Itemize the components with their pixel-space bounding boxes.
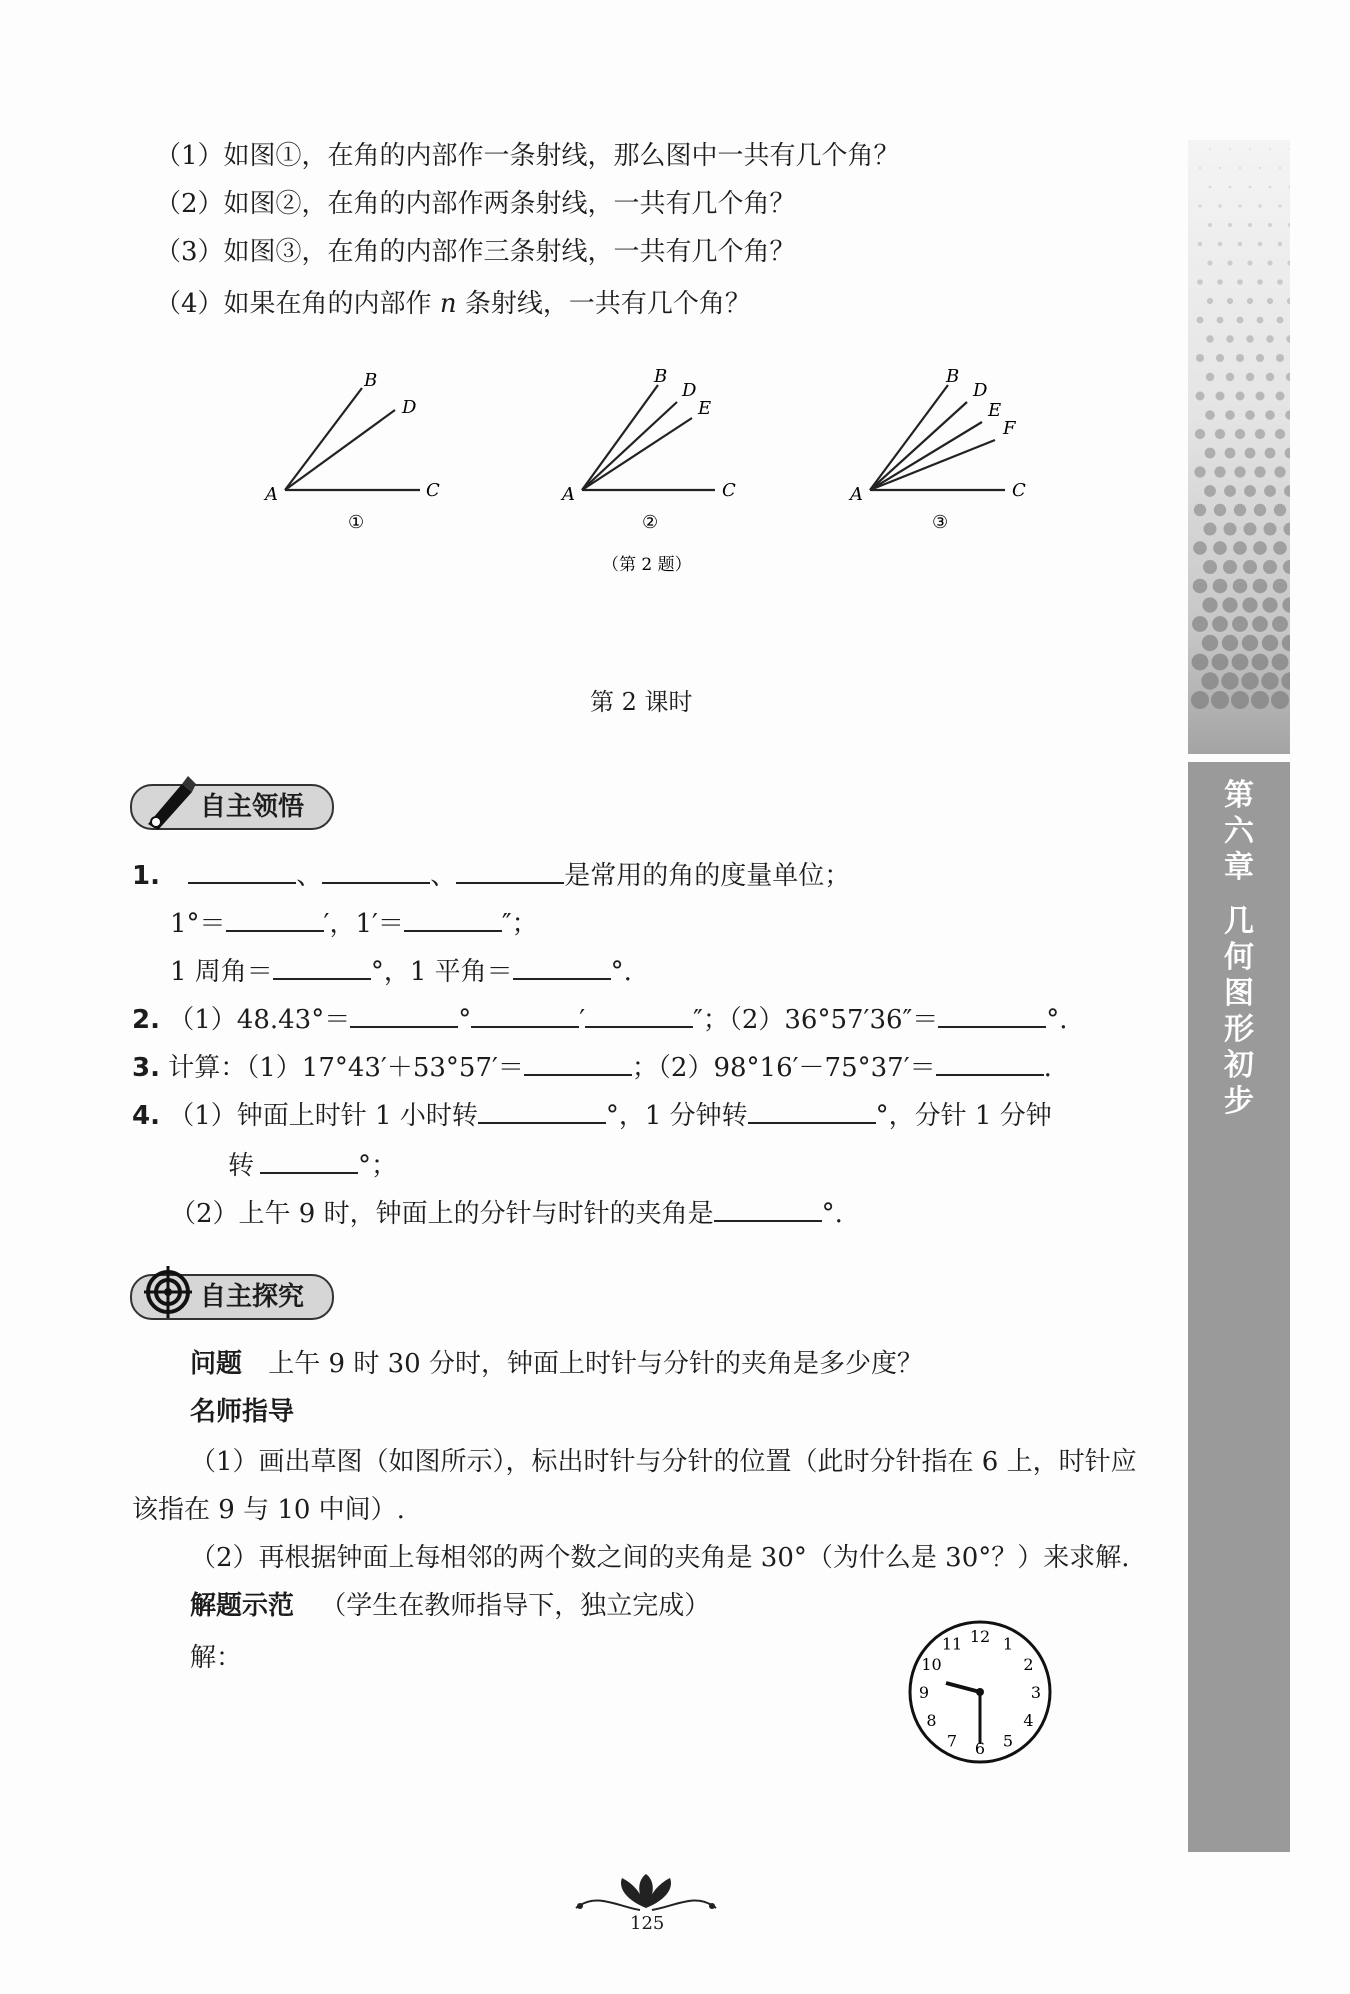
demo-note: （学生在教师指导下，独立完成） (320, 1591, 711, 1621)
text: °. (1046, 1005, 1068, 1035)
clock-number: 8 (926, 1711, 937, 1730)
chapter-char: 六 (1224, 814, 1254, 849)
chapter-char: 形 (1224, 1012, 1254, 1047)
chapter-char: 步 (1224, 1084, 1254, 1119)
answer-blank[interactable] (714, 1194, 822, 1222)
angle-figures (240, 360, 1060, 590)
text: （1）钟面上时针 1 小时转 (168, 1101, 478, 1131)
answer-blank[interactable] (404, 904, 502, 932)
dot-pattern (1188, 140, 1290, 754)
demo-line (190, 1588, 710, 1624)
clock-face (900, 1612, 1060, 1772)
answer-blank[interactable] (456, 856, 564, 884)
clock-center (976, 1688, 984, 1696)
point-e-label: E (698, 398, 712, 419)
chapter-char: 初 (1224, 1048, 1254, 1083)
variable-n: n (439, 289, 457, 319)
point-f-label: F (1003, 418, 1016, 439)
chapter-char: 章 (1224, 850, 1254, 885)
pen-icon (142, 772, 198, 834)
figure-3-number: ③ (932, 512, 949, 533)
clock-number: 4 (1023, 1711, 1034, 1730)
text: 转 (228, 1151, 255, 1181)
figure-caption: （第 2 题） (602, 555, 692, 575)
question-1-line-2 (170, 904, 538, 942)
answer-blank[interactable] (273, 952, 371, 980)
figure-2 (560, 366, 736, 533)
section-heading-self-study (130, 784, 334, 830)
question-4-line-2 (228, 1146, 397, 1184)
clock-number: 11 (941, 1634, 963, 1654)
answer-blank[interactable] (524, 1048, 632, 1076)
question-1-line-3 (170, 952, 632, 990)
text: 计算：（1）17°43′＋53°57′＝ (168, 1053, 524, 1083)
clock-number: 3 (1030, 1683, 1042, 1702)
text: （2）上午 9 时，钟面上的分针与时针的夹角是 (170, 1199, 714, 1229)
sidebar-decoration (1188, 140, 1290, 754)
clock-number: 6 (974, 1739, 986, 1758)
answer-blank[interactable] (471, 1000, 579, 1028)
text: ；（2）98°16′－75°37′＝ (631, 1053, 936, 1083)
text: . (1043, 1053, 1052, 1083)
question-3 (132, 1048, 1052, 1086)
point-b-label: B (654, 366, 668, 387)
text: ″；（2）36°57′36″＝ (693, 1005, 939, 1035)
separator: 、 (430, 861, 457, 891)
section-heading-label: 自主探究 (200, 1282, 305, 1312)
point-b-label: B (364, 370, 378, 391)
text: °，分针 1 分钟 (875, 1101, 1052, 1131)
question-part-2: （2）如图②，在角的内部作两条射线，一共有几个角？ (155, 189, 796, 219)
point-e-label: E (988, 400, 1002, 421)
clock-number: 9 (918, 1683, 930, 1702)
answer-blank[interactable] (513, 952, 611, 980)
answer-blank[interactable] (350, 1000, 458, 1028)
question-number: 1. (132, 861, 160, 891)
footer-ornament-icon (566, 1872, 726, 1916)
answer-blank[interactable] (936, 1048, 1044, 1076)
clock-number: 5 (1002, 1731, 1014, 1751)
chapter-char: 第 (1224, 778, 1254, 813)
answer-blank[interactable] (226, 904, 324, 932)
chapter-title (1188, 778, 1290, 1120)
clock-number: 10 (921, 1655, 942, 1674)
guide-paragraph-1-cont: 该指在 9 与 10 中间）. (132, 1495, 405, 1525)
question-part-4-text-a: （4）如果在角的内部作 (155, 289, 432, 319)
text: °； (358, 1151, 398, 1181)
figure-1 (263, 370, 440, 533)
point-d-label: D (402, 397, 417, 418)
answer-blank[interactable] (585, 1000, 693, 1028)
question-4-line-3 (170, 1194, 843, 1232)
section-heading-self-explore (130, 1274, 334, 1320)
chapter-sidebar (1188, 140, 1290, 1852)
separator: 、 (296, 861, 323, 891)
point-c-label: C (426, 480, 440, 501)
text: °. (610, 957, 632, 987)
point-d-label: D (973, 380, 988, 401)
answer-blank[interactable] (938, 1000, 1046, 1028)
guide-paragraph-1: （1）画出草图（如图所示），标出时针与分针的位置（此时分针指在 6 上，时针应 (190, 1447, 1137, 1477)
question-part-4-text-b: 条射线，一共有几个角？ (464, 289, 751, 319)
point-a-label: A (265, 484, 278, 505)
text: ″； (501, 909, 538, 939)
question-number: 2. (132, 1005, 160, 1035)
question-part-1: （1）如图①，在角的内部作一条射线，那么图中一共有几个角？ (155, 141, 900, 171)
lesson-title: 第 2 课时 (590, 688, 693, 716)
text: °，1 分钟转 (605, 1101, 748, 1131)
question-part-3: （3）如图③，在角的内部作三条射线，一共有几个角？ (155, 237, 796, 267)
page-number: 125 (630, 1913, 665, 1934)
answer-blank[interactable] (478, 1096, 606, 1124)
point-d-label: D (682, 380, 697, 401)
clock-number: 2 (1023, 1655, 1034, 1674)
answer-blank[interactable] (260, 1146, 358, 1174)
point-a-label: A (850, 484, 863, 505)
point-a-label: A (562, 484, 575, 505)
section-heading-label: 自主领悟 (200, 792, 305, 822)
text: °，1 平角＝ (370, 957, 513, 987)
text: 1 周角＝ (170, 957, 273, 987)
answer-blank[interactable] (748, 1096, 876, 1124)
text: （1）48.43°＝ (168, 1005, 351, 1035)
clock-number: 7 (946, 1731, 958, 1751)
question-2 (132, 1000, 1068, 1038)
problem-text: 上午 9 时 30 分时，钟面上时针与分针的夹角是多少度？ (268, 1349, 923, 1379)
chapter-char: 图 (1224, 976, 1254, 1011)
point-b-label: B (946, 366, 960, 387)
text: ′ (579, 1005, 586, 1035)
demo-title: 解题示范 (190, 1591, 295, 1621)
question-1-tail: 是常用的角的度量单位； (564, 861, 851, 891)
question-1 (132, 856, 850, 894)
text: ′，1′＝ (323, 909, 404, 939)
guide-title: 名师指导 (190, 1397, 295, 1427)
question-4 (132, 1096, 1052, 1134)
guide-paragraph-2: （2）再根据钟面上每相邻的两个数之间的夹角是 30°（为什么是 30°？）来求解. (190, 1543, 1130, 1573)
question-number: 4. (132, 1101, 160, 1131)
solution-label: 解： (190, 1643, 243, 1673)
question-part-4 (155, 286, 751, 322)
point-c-label: C (722, 480, 736, 501)
problem-label: 问题 (190, 1349, 243, 1379)
figure-1-number: ① (348, 512, 365, 533)
figure-3 (848, 366, 1026, 533)
text: ° (458, 1005, 472, 1035)
clock-number: 12 (969, 1627, 991, 1646)
chapter-char: 几 (1224, 904, 1254, 939)
point-c-label: C (1012, 480, 1026, 501)
chapter-char: 何 (1224, 940, 1254, 975)
target-icon (144, 1264, 200, 1324)
answer-blank[interactable] (322, 856, 430, 884)
question-number: 3. (132, 1053, 160, 1083)
figure-2-number: ② (642, 512, 659, 533)
text: °. (821, 1199, 843, 1229)
clock-number: 1 (1002, 1634, 1014, 1654)
text: 1°＝ (170, 909, 226, 939)
answer-blank[interactable] (188, 856, 296, 884)
problem-statement (190, 1346, 923, 1382)
